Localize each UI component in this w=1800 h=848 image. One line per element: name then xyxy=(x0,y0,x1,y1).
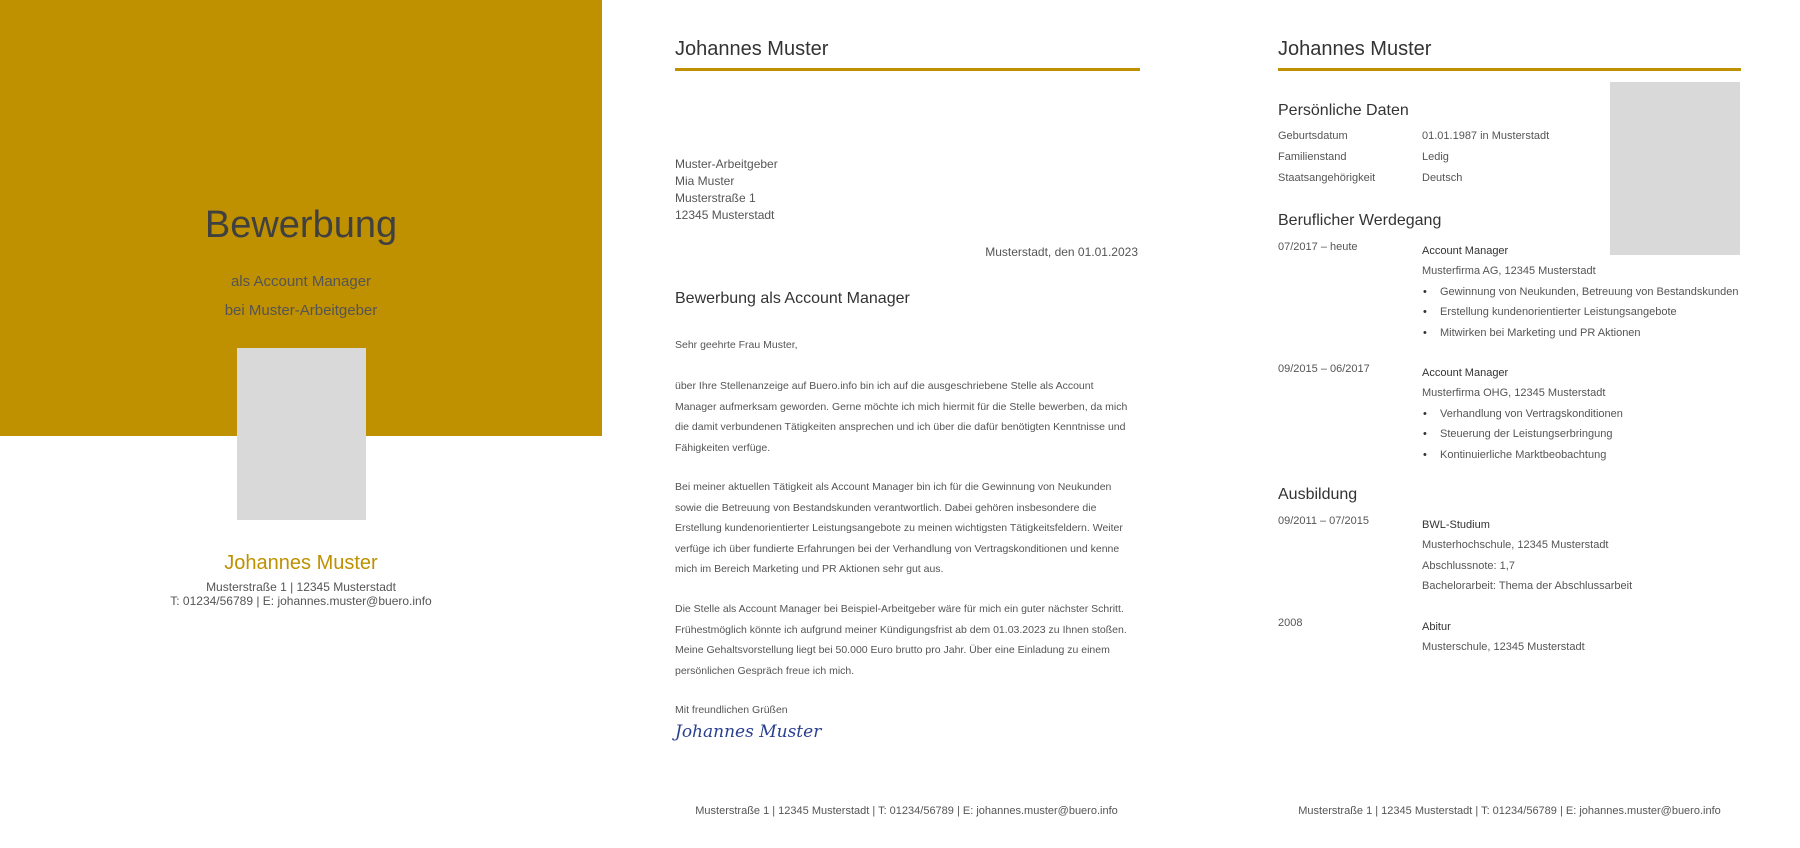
cover-title: Bewerbung xyxy=(204,204,398,246)
personal-value: 01.01.1987 in Musterstadt xyxy=(1422,130,1550,142)
letter-paragraph: über Ihre Stellenanzeige auf Buero.info bin ich auf die ausgeschriebene Stelle als Account Manager aufmerksam geworden. Gerne möchte ich mich hiermit für die Stelle bewerben, da mich die damit verbundenen Tätigkeiten ansprechen und ich über die dafür benötigten Kenntnisse und Fähigkeiten verfüge. xyxy=(675,380,1128,454)
entry-line: Musterhochschule, 12345 Musterstadt xyxy=(1422,539,1609,552)
cover-address: Musterstraße 1 | 12345 Musterstadt xyxy=(206,580,396,594)
letter-subject: Bewerbung als Account Manager xyxy=(675,290,910,307)
letter-footer: Musterstraße 1 | 12345 Musterstadt | T: 01234/56789 | E: johannes.muster@buero.info xyxy=(695,805,1118,817)
recipient-line: Mia Muster xyxy=(675,174,735,188)
letter-closing: Mit freundlichen Grüßen xyxy=(675,704,788,716)
personal-label: Staatsangehörigkeit xyxy=(1278,172,1376,184)
entry-detail xyxy=(1422,241,1752,343)
cv-header-rule xyxy=(1278,68,1741,71)
cv-page xyxy=(1206,0,1800,848)
entry-line: Bachelorarbeit: Thema der Abschlussarbeit xyxy=(1422,580,1633,593)
entry-bullet-list xyxy=(1422,282,1752,343)
section-title-personal: Persönliche Daten xyxy=(1278,102,1409,119)
entry-period: 07/2017 – heute xyxy=(1278,241,1358,253)
entry-bullet-list xyxy=(1422,404,1752,465)
section-title-career: Beruflicher Werdegang xyxy=(1278,212,1442,229)
letter-header-rule xyxy=(675,68,1140,71)
cv-photo-placeholder xyxy=(1610,82,1740,255)
cover-subtitle-employer: bei Muster-Arbeitgeber xyxy=(224,302,378,319)
letter-date: Musterstadt, den 01.01.2023 xyxy=(985,245,1138,259)
entry-organization: Musterfirma OHG, 12345 Musterstadt xyxy=(1422,387,1606,400)
recipient-address xyxy=(675,156,778,224)
entry-line: Abschlussnote: 1,7 xyxy=(1422,559,1515,572)
recipient-line: Musterstraße 1 xyxy=(675,191,756,205)
cover-subtitle-position: als Account Manager xyxy=(230,273,372,290)
entry-role: Abitur xyxy=(1422,621,1451,633)
recipient-line: 12345 Musterstadt xyxy=(675,208,775,222)
entry-period: 2008 xyxy=(1278,617,1303,629)
entry-bullet: • Mitwirken bei Marketing und PR Aktionen xyxy=(1422,323,1752,343)
entry-period: 09/2015 – 06/2017 xyxy=(1278,363,1370,375)
entry-bullet: • Erstellung kundenorientierter Leistungsangebote xyxy=(1422,302,1752,322)
entry-role: Account Manager xyxy=(1422,245,1509,257)
entry-role: BWL-Studium xyxy=(1422,519,1490,531)
entry-period: 09/2011 – 07/2015 xyxy=(1278,515,1369,527)
section-title-education: Ausbildung xyxy=(1278,486,1358,503)
entry-organization: Musterfirma AG, 12345 Musterstadt xyxy=(1422,265,1596,278)
letter-paragraph: Bei meiner aktuellen Tätigkeit als Account Manager bin ich für die Gewinnung von Neukunden sowie die Betreuung von Bestandskunden verantwortlich. Dabei gehören insbesondere die Erstellung kundenorientierter Leistungsangebote zu meinen wichtigsten Tätigkeitsfeldern. Weiter verfüge ich über fundierte Erfahrungen bei der Verhandlung von Vertragskonditionen und kenne mich im Bereich Marketing und PR Aktionen sehr gut aus. xyxy=(675,481,1123,575)
entry-detail xyxy=(1422,363,1752,465)
entry-line: Musterschule, 12345 Musterstadt xyxy=(1422,641,1585,654)
entry-bullet: • Gewinnung von Neukunden, Betreuung von Bestandskunden xyxy=(1422,282,1752,302)
cover-photo-placeholder xyxy=(237,348,366,520)
entry-bullet: • Kontinuierliche Marktbeobachtung xyxy=(1422,445,1752,465)
letter-header-name: Johannes Muster xyxy=(675,38,829,60)
entry-detail xyxy=(1422,515,1752,597)
cover-contact-info: T: 01234/56789 | E: johannes.muster@buero.info xyxy=(170,594,432,608)
entry-bullet: • Verhandlung von Vertragskonditionen xyxy=(1422,404,1752,424)
entry-bullet: • Steuerung der Leistungserbringung xyxy=(1422,424,1752,444)
letter-paragraph: Die Stelle als Account Manager bei Beispiel-Arbeitgeber wäre für mich ein guter nächster Schritt. Frühestmöglich könnte ich aufgrund meiner Kündigungsfrist ab dem 01.03.2023 zu Ihnen stoßen. Meine Gehaltsvorstellung liegt bei 50.000 Euro brutto pro Jahr. Über eine Einladung zu einem persönlichen Gespräch freue ich mich. xyxy=(675,603,1127,677)
personal-label: Familienstand xyxy=(1278,151,1347,163)
cover-page xyxy=(0,0,602,848)
handwritten-signature: Johannes Muster xyxy=(675,722,822,742)
personal-value: Deutsch xyxy=(1422,172,1463,184)
personal-value: Ledig xyxy=(1422,151,1449,163)
personal-label: Geburtsdatum xyxy=(1278,130,1348,142)
cover-letter-page xyxy=(603,0,1203,848)
letter-salutation: Sehr geehrte Frau Muster, xyxy=(675,339,798,351)
entry-detail xyxy=(1422,617,1752,658)
cv-footer: Musterstraße 1 | 12345 Musterstadt | T: 01234/56789 | E: johannes.muster@buero.info xyxy=(1298,805,1721,817)
cover-applicant-name: Johannes Muster xyxy=(224,552,378,574)
recipient-line: Muster-Arbeitgeber xyxy=(675,157,778,171)
entry-role: Account Manager xyxy=(1422,367,1509,379)
cv-header-name: Johannes Muster xyxy=(1278,38,1432,60)
